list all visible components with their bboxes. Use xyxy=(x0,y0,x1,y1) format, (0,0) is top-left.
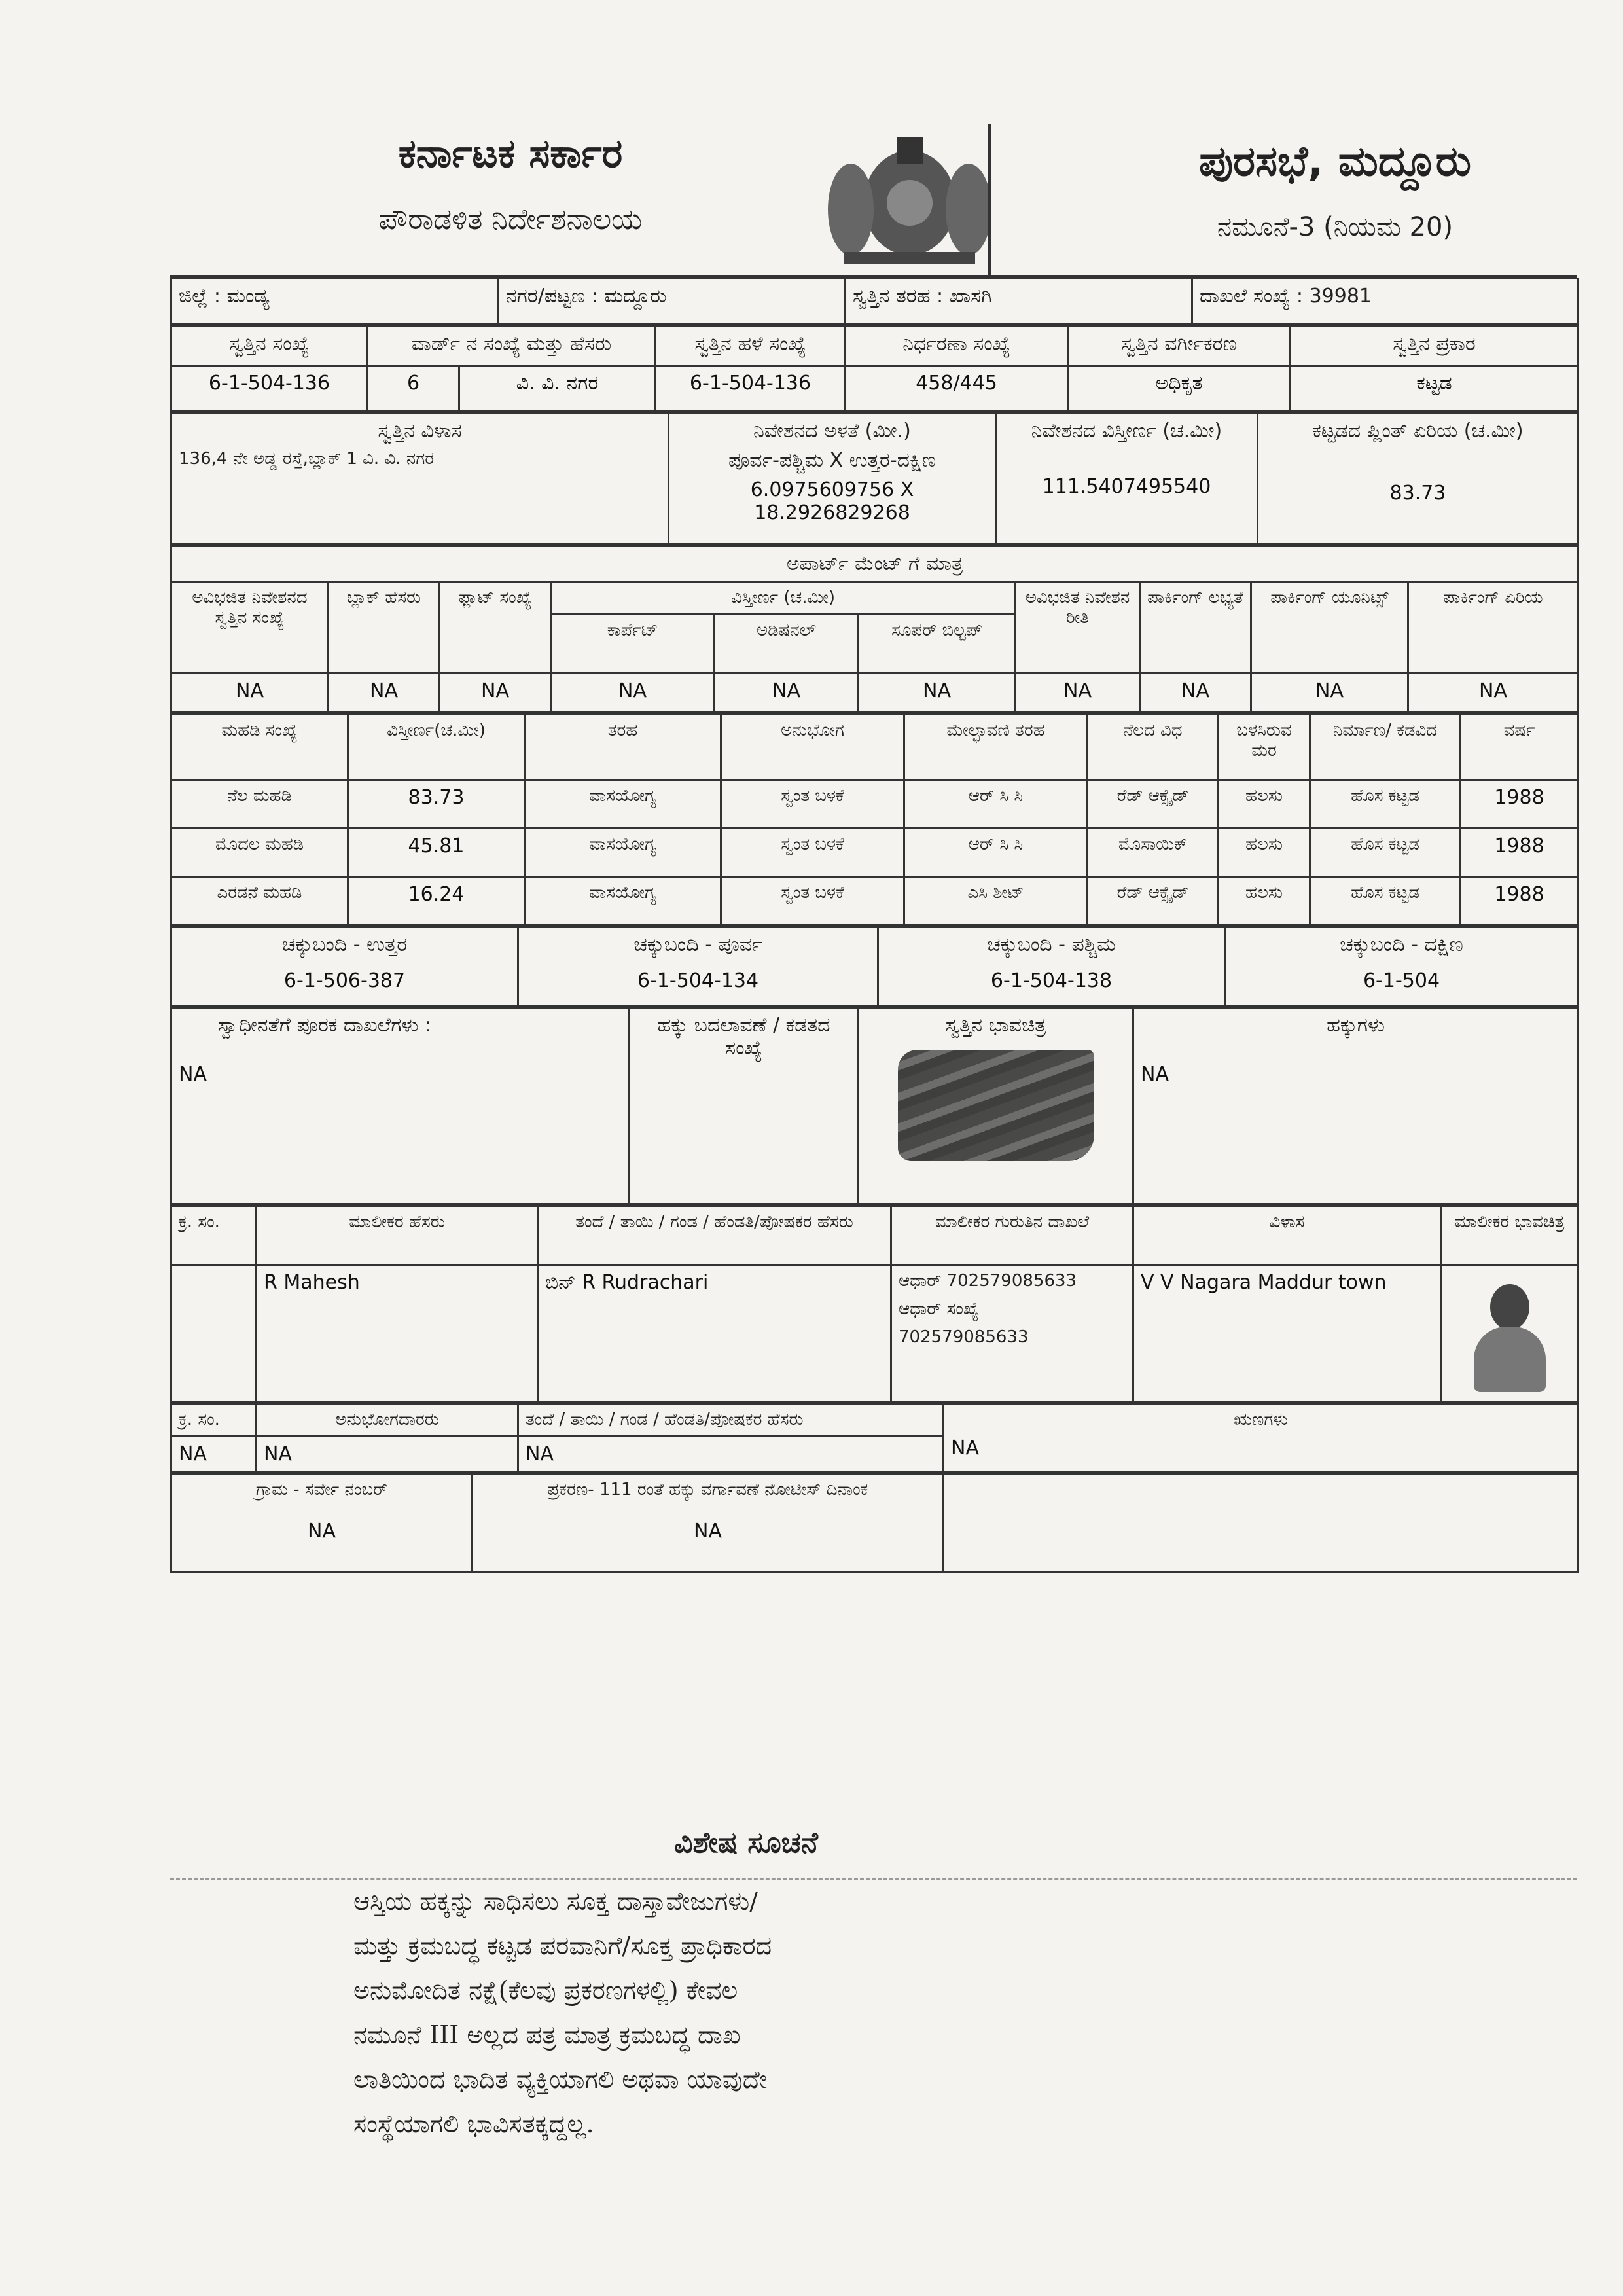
apt-flat-label: ಫ್ಲಾಟ್ ಸಂಖ್ಯೆ xyxy=(440,582,551,673)
owner-id-line: 702579085633 xyxy=(899,1327,1029,1347)
district: ಜಿಲ್ಲೆ : ಮಂಡ್ಯ xyxy=(171,279,499,325)
possession-cell xyxy=(171,1008,630,1204)
property-type: ಕಟ್ಟಡ xyxy=(1291,366,1578,412)
boundary-north-label: ಚಕ್ಕುಬಂದಿ - ಉತ್ತರ xyxy=(281,933,408,956)
boundary-east-label: ಚಕ್ಕುಬಂದಿ - ಪೂರ್ವ xyxy=(633,933,762,956)
ward-label: ವಾರ್ಡ್ ನ ಸಂಖ್ಯೆ ಮತ್ತು ಹೆಸರು xyxy=(368,327,656,366)
owner-address: V V Nagara Maddur town xyxy=(1133,1265,1441,1402)
owner-relation-label: ತಂದೆ / ತಾಯಿ / ಗಂಡ / ಹೆಂಡತಿ/ಪೋಷಕರ ಹೆಸರು xyxy=(538,1206,891,1265)
boundary-west xyxy=(878,927,1225,1006)
apt-value: NA xyxy=(1140,673,1251,713)
floor-cell: ಹೊಸ ಕಟ್ಟಡ xyxy=(1310,877,1461,925)
floor-cell: ವಾಸಯೋಗ್ಯ xyxy=(525,829,721,877)
notice-cell xyxy=(473,1474,944,1572)
floor-cell: ರೆಡ್ ಆಕ್ಸೈಡ್ xyxy=(1088,877,1219,925)
owner-photo xyxy=(1467,1278,1552,1395)
floor-cell: ಆರ್ ಸಿ ಸಿ xyxy=(904,780,1088,829)
apt-value: NA xyxy=(1408,673,1578,713)
prop-no-label: ಸ್ವತ್ತಿನ ಸಂಖ್ಯೆ xyxy=(171,327,368,366)
floor-header: ಮೇಲ್ಛಾವಣಿ ತರಹ xyxy=(904,715,1088,780)
apt-undivided-label: ಅವಿಭಜಿತ ನಿವೇಶನದ ಸ್ವತ್ತಿನ ಸಂಖ್ಯೆ xyxy=(171,582,329,673)
property-record-form xyxy=(170,105,1577,1573)
occupant-name-label: ಅನುಭೋಗದಾರರು xyxy=(257,1404,518,1437)
record-number: ದಾಖಲೆ ಸಂಖ್ಯೆ : 39981 xyxy=(1192,279,1578,325)
apartment-section xyxy=(170,545,1579,713)
debts-value: NA xyxy=(951,1437,979,1460)
debts-continued xyxy=(944,1474,1578,1572)
area-cell xyxy=(996,414,1258,545)
apt-value: NA xyxy=(329,673,440,713)
property-kind: ಸ್ವತ್ತಿನ ತರಹ : ಖಾಸಗಿ xyxy=(846,279,1192,325)
boundary-west-label: ಚಕ್ಕುಬಂದಿ - ಪಶ್ಚಿಮ xyxy=(987,933,1116,956)
municipality-title: ಪುರಸಭೆ, ಮದ್ದೂರು xyxy=(1199,137,1471,186)
survey-label: ಗ್ರಾಮ - ಸರ್ವೇ ನಂಬರ್ xyxy=(255,1480,388,1499)
boundary-east-value: 6-1-504-134 xyxy=(637,969,759,992)
floor-header: ನೆಲದ ವಿಧ xyxy=(1088,715,1219,780)
photo-label: ಸ್ವತ್ತಿನ ಭಾವಚಿತ್ರ xyxy=(945,1014,1046,1037)
occupant-relation-label: ತಂದೆ / ತಾಯಿ / ಗಂಡ / ಹೆಂಡತಿ/ಪೋಷಕರ ಹೆಸರು xyxy=(518,1404,944,1437)
govt-title: ಕರ್ನಾಟಕ ಸರ್ಕಾರ xyxy=(398,131,623,177)
site-area: 111.5407495540 xyxy=(1042,475,1211,498)
notes-line: ಲಾತಿಯಿಂದ ಭಾದಿತ ವ್ಯಕ್ತಿಯಾಗಲಿ ಅಥವಾ ಯಾವುದೇ xyxy=(353,2065,767,2094)
plinth-label: ಕಟ್ಟಡದ ಪ್ಲಿಂತ್ ಏರಿಯ (ಚ.ಮೀ) xyxy=(1312,420,1524,442)
dims-label: ನಿವೇಶನದ ಅಳತೆ (ಮೀ.) xyxy=(753,420,911,442)
floor-cell: 1988 xyxy=(1461,829,1578,877)
plinth-cell xyxy=(1258,414,1578,545)
floor-header: ನಿರ್ಮಾಣ/ ಕಡವಿದ xyxy=(1310,715,1461,780)
dims-cell xyxy=(669,414,996,545)
notes-line: ಅನುಮೋದಿತ ನಕ್ಷೆ(ಕೆಲವು ಪ್ರಕರಣಗಳಲ್ಲಿ) ಕೇವಲ xyxy=(353,1976,738,2005)
floor-cell: ಎರಡನೆ ಮಹಡಿ xyxy=(171,877,348,925)
apt-block-label: ಬ್ಲಾಕ್ ಹೆಸರು xyxy=(329,582,440,673)
occupant-section xyxy=(170,1403,1579,1473)
floor-cell: ಹೊಸ ಕಟ್ಟಡ xyxy=(1310,829,1461,877)
area-label: ನಿವೇಶನದ ವಿಸ್ತೀರ್ಣ (ಚ.ಮೀ) xyxy=(1031,420,1222,442)
property-ids xyxy=(170,325,1579,412)
owner-id-label: ಮಾಲೀಕರ ಗುರುತಿನ ದಾಖಲೆ xyxy=(891,1206,1133,1265)
occupant-sl-label: ಕ್ರ. ಸಂ. xyxy=(171,1404,257,1437)
property-photo-cell xyxy=(859,1008,1133,1204)
owner-section xyxy=(170,1205,1579,1403)
boundary-west-value: 6-1-504-138 xyxy=(990,969,1113,992)
site-dims: 6.0975609756 X 18.2926829268 xyxy=(750,478,914,524)
apt-value: NA xyxy=(1016,673,1140,713)
notes-line: ಸಂಸ್ಥೆಯಾಗಲಿ ಭಾವಿಸತಕ್ಕದ್ದಲ್ಲ. xyxy=(353,2109,594,2138)
notes-line: ಆಸ್ತಿಯ ಹಕ್ಕನ್ನು ಸಾಧಿಸಲು ಸೂಕ್ತ ದಾಸ್ತಾವೇಜುಗಳು/ xyxy=(353,1887,758,1916)
type-label: ಸ್ವತ್ತಿನ ಪ್ರಕಾರ xyxy=(1291,327,1578,366)
boundary-east xyxy=(518,927,878,1006)
apt-value: NA xyxy=(551,673,715,713)
occupant-relation: NA xyxy=(518,1437,944,1472)
owner-address-label: ವಿಳಾಸ xyxy=(1133,1206,1441,1265)
ward-no: 6 xyxy=(368,366,459,412)
table-row xyxy=(171,877,1578,925)
floor-cell: 1988 xyxy=(1461,780,1578,829)
owner-id-line: ಆಧಾರ್ ಸಂಖ್ಯೆ xyxy=(899,1299,979,1319)
directorate-title: ಪೌರಾಡಳಿತ ನಿರ್ದೇಶನಾಲಯ xyxy=(378,203,643,236)
floor-cell: ಮೊಸಾಯಿಕ್ xyxy=(1088,829,1219,877)
floor-cell: ಎಸಿ ಶೀಟ್ xyxy=(904,877,1088,925)
apt-parking-avail-label: ಪಾರ್ಕಿಂಗ್ ಲಭ್ಯತೆ xyxy=(1140,582,1251,673)
notes-line: ನಮೂನೆ III ಅಲ್ಲದ ಪತ್ರ ಮಾತ್ರ ಕ್ರಮಬದ್ಧ ದಾಖ xyxy=(353,2020,741,2049)
floor-cell: ಮೊದಲ ಮಹಡಿ xyxy=(171,829,348,877)
survey-section xyxy=(170,1473,1579,1573)
assess-no: 458/445 xyxy=(846,366,1068,412)
floor-header: ವರ್ಷ xyxy=(1461,715,1578,780)
occupant-name: NA xyxy=(257,1437,518,1472)
boundary-north xyxy=(171,927,518,1006)
apt-parking-area-label: ಪಾರ್ಕಿಂಗ್ ಏರಿಯ xyxy=(1408,582,1578,673)
old-no: 6-1-504-136 xyxy=(656,366,846,412)
property-photo xyxy=(898,1050,1094,1161)
owner-sl xyxy=(171,1265,257,1402)
notice-value: NA xyxy=(694,1520,722,1543)
notice-label: ಪ್ರಕರಣ- 111 ರಂತೆ ಹಕ್ಕು ವರ್ಗಾವಣೆ ನೋಟೀಸ್ ದಿನಾಂಕ xyxy=(547,1480,868,1499)
survey-value: NA xyxy=(308,1520,336,1543)
documents-section xyxy=(170,1007,1579,1205)
apt-value: NA xyxy=(859,673,1016,713)
owner-photo-cell xyxy=(1441,1265,1578,1402)
apt-additional-label: ಅಡಿಷನಲ್ xyxy=(715,615,859,673)
owner-id-cell xyxy=(891,1265,1133,1402)
address-label: ಸ್ವತ್ತಿನ ವಿಳಾಸ xyxy=(378,420,462,442)
boundary-south-value: 6-1-504 xyxy=(1363,969,1440,992)
boundary-south xyxy=(1225,927,1578,1006)
floor-header: ತರಹ xyxy=(525,715,721,780)
floor-cell: ಹಲಸು xyxy=(1219,877,1310,925)
apt-undiv-share-label: ಅವಿಭಜಿತ ನಿವೇಶನ ರೀತಿ xyxy=(1016,582,1140,673)
floor-cell: ಸ್ವಂತ ಬಳಕೆ xyxy=(721,877,904,925)
floor-cell: 83.73 xyxy=(348,780,525,829)
header-left xyxy=(249,131,772,236)
floor-cell: ವಾಸಯೋಗ್ಯ xyxy=(525,877,721,925)
address-cell xyxy=(171,414,669,545)
property-address: 136,4 ನೇ ಅಡ್ಡ ರಸ್ತೆ,ಬ್ಲಾಕ್ 1 ವಿ. ವಿ. ನಗರ xyxy=(179,449,435,469)
location-row xyxy=(170,278,1579,325)
floor-header: ಅನುಭೋಗ xyxy=(721,715,904,780)
owner-name-label: ಮಾಲೀಕರ ಹೆಸರು xyxy=(257,1206,538,1265)
floor-cell: 16.24 xyxy=(348,877,525,925)
owner-name: R Mahesh xyxy=(257,1265,538,1402)
owner-relation: ಬಿನ್ R Rudrachari xyxy=(538,1265,891,1402)
owner-photo-body xyxy=(1474,1327,1546,1392)
classification: ಅಧಿಕೃತ xyxy=(1068,366,1291,412)
ward-name: ವಿ. ವಿ. ನಗರ xyxy=(459,366,656,412)
apt-value: NA xyxy=(440,673,551,713)
state-emblem-icon xyxy=(825,124,995,268)
apt-value: NA xyxy=(1251,673,1408,713)
survey-cell xyxy=(171,1474,473,1572)
special-notes xyxy=(353,1826,1335,2146)
town: ನಗರ/ಪಟ್ಟಣ : ಮದ್ದೂರು xyxy=(499,279,846,325)
apartment-title: ಅಪಾರ್ಟ್ ಮೆಂಟ್ ಗೆ ಮಾತ್ರ xyxy=(171,547,1578,582)
possession-value: NA xyxy=(179,1063,207,1086)
floors-table xyxy=(170,713,1579,926)
apt-value: NA xyxy=(715,673,859,713)
owner-photo-head xyxy=(1490,1284,1529,1330)
floor-cell: ಹಲಸು xyxy=(1219,829,1310,877)
form-header xyxy=(170,105,1577,278)
classification-label: ಸ್ವತ್ತಿನ ವರ್ಗೀಕರಣ xyxy=(1068,327,1291,366)
boundary-north-value: 6-1-506-387 xyxy=(283,969,406,992)
apt-value: NA xyxy=(171,673,329,713)
apt-area-label: ವಿಸ್ತೀರ್ಣ (ಚ.ಮೀ) xyxy=(551,582,1016,615)
boundary-south-label: ಚಕ್ಕುಬಂದಿ - ದಕ್ಷಿಣ xyxy=(1340,933,1463,956)
debts-label: ಋಣಗಳು xyxy=(1234,1410,1288,1429)
floor-cell: ಹೊಸ ಕಟ್ಟಡ xyxy=(1310,780,1461,829)
floor-cell: ರೆಡ್ ಆಕ್ಸೈಡ್ xyxy=(1088,780,1219,829)
owner-id-line: ಆಧಾರ್ 702579085633 xyxy=(899,1271,1077,1291)
owner-photo-label: ಮಾಲೀಕರ ಭಾವಚಿತ್ರ xyxy=(1441,1206,1578,1265)
prop-no: 6-1-504-136 xyxy=(171,366,368,412)
apt-parking-units-label: ಪಾರ್ಕಿಂಗ್ ಯೂನಿಟ್ಸ್ xyxy=(1251,582,1408,673)
floor-header: ಮಹಡಿ ಸಂಖ್ಯೆ xyxy=(171,715,348,780)
rights-cell xyxy=(1133,1008,1578,1204)
table-row xyxy=(171,829,1578,877)
floor-cell: ಸ್ವಂತ ಬಳಕೆ xyxy=(721,829,904,877)
table-row xyxy=(171,780,1578,829)
boundaries xyxy=(170,926,1579,1007)
notes-title: ವಿಶೇಷ ಸೂಚನೆ xyxy=(674,1826,818,1859)
form-number: ನಮೂನೆ-3 (ನಿಯಮ 20) xyxy=(1217,212,1454,242)
plinth-area: 83.73 xyxy=(1389,482,1446,505)
floor-header: ಬಳಸಿರುವ ಮರ xyxy=(1219,715,1310,780)
old-no-label: ಸ್ವತ್ತಿನ ಹಳೆ ಸಂಖ್ಯೆ xyxy=(656,327,846,366)
floor-header: ವಿಸ್ತೀರ್ಣ(ಚ.ಮೀ) xyxy=(348,715,525,780)
notes-line: ಮತ್ತು ಕ್ರಮಬದ್ಧ ಕಟ್ಟಡ ಪರವಾನಿಗೆ/ಸೂಕ್ತ ಪ್ರಾಧಿಕಾರದ xyxy=(353,1931,772,1960)
floor-cell: 45.81 xyxy=(348,829,525,877)
possession-label: ಸ್ವಾಧೀನತೆಗೆ ಪೂರಕ ದಾಖಲೆಗಳು : xyxy=(218,1014,432,1037)
rights-value: NA xyxy=(1141,1063,1169,1086)
assess-no-label: ನಿರ್ಧರಣಾ ಸಂಖ್ಯೆ xyxy=(846,327,1068,366)
site-details xyxy=(170,412,1579,545)
owner-sl-label: ಕ್ರ. ಸಂ. xyxy=(171,1206,257,1265)
transfer-cell xyxy=(630,1008,859,1204)
header-right xyxy=(1086,137,1584,242)
floor-cell: ಆರ್ ಸಿ ಸಿ xyxy=(904,829,1088,877)
rights-label: ಹಕ್ಕುಗಳು xyxy=(1327,1014,1385,1037)
debts-cell xyxy=(944,1404,1578,1472)
occupant-sl: NA xyxy=(171,1437,257,1472)
floor-cell: 1988 xyxy=(1461,877,1578,925)
apt-carpet-label: ಕಾರ್ಪೆಟ್ xyxy=(551,615,715,673)
apt-superbuilt-label: ಸೂಪರ್ ಬಿಲ್ಟಪ್ xyxy=(859,615,1016,673)
floor-cell: ಹಲಸು xyxy=(1219,780,1310,829)
dims-sub: ಪೂರ್ವ-ಪಶ್ಚಿಮ X ಉತ್ತರ-ದಕ್ಷಿಣ xyxy=(728,449,936,472)
header-divider xyxy=(988,124,991,275)
floor-cell: ವಾಸಯೋಗ್ಯ xyxy=(525,780,721,829)
transfer-label: ಹಕ್ಕು ಬದಲಾವಣೆ / ಕಡತದ ಸಂಖ್ಯೆ xyxy=(657,1014,830,1060)
floor-cell: ನೆಲ ಮಹಡಿ xyxy=(171,780,348,829)
floor-cell: ಸ್ವಂತ ಬಳಕೆ xyxy=(721,780,904,829)
